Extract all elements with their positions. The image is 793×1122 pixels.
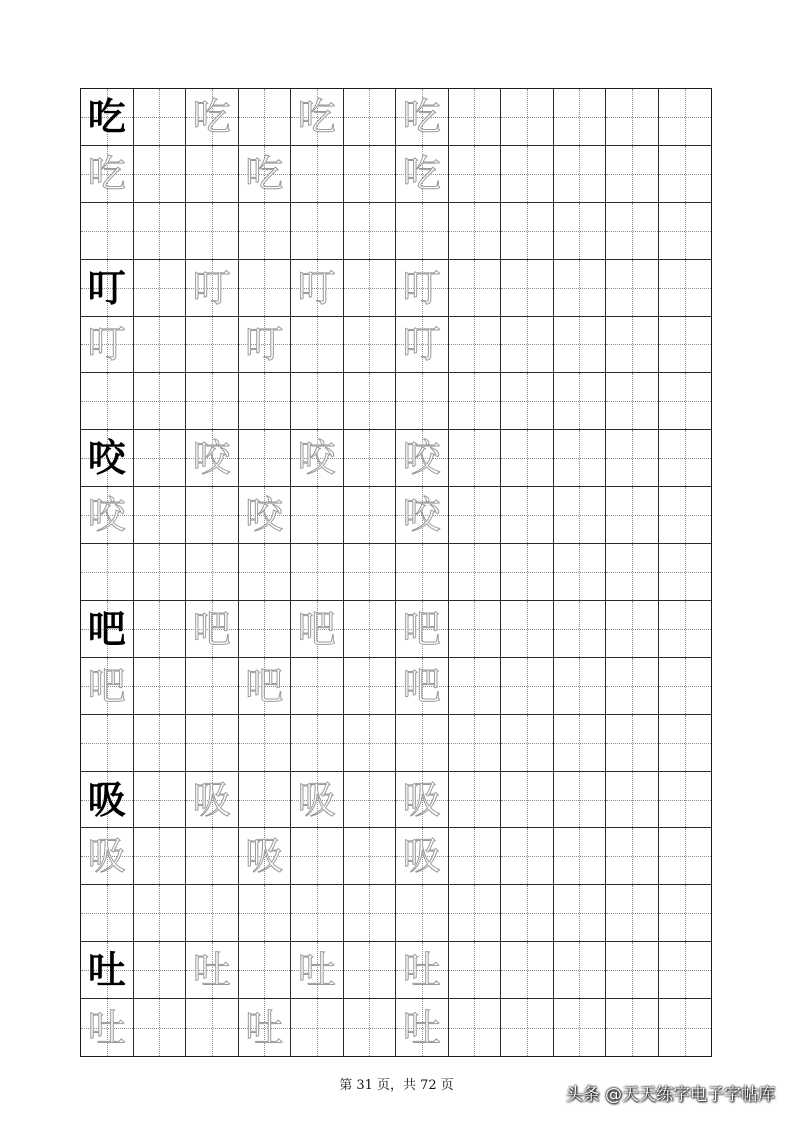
grid-cell [501,203,554,260]
grid-cell [134,146,187,203]
grid-cell [501,658,554,715]
trace-character: 咬 [192,436,231,481]
watermark: 头条 @天天练字电子字帖库 [565,1085,775,1105]
grid-cell [291,487,344,544]
grid-cell [659,487,712,544]
grid-cell [134,260,187,317]
grid-cell [449,146,502,203]
grid-cell [239,430,292,487]
grid-cell [239,260,292,317]
grid-cell [186,715,239,772]
trace-character: 吃 [192,94,231,139]
grid-cell [606,658,659,715]
grid-cell [186,146,239,203]
grid-cell [344,942,397,999]
trace-character: 吧 [297,606,336,651]
grid-cell [396,260,449,317]
trace-character: 吧 [402,606,441,651]
grid-cell [606,885,659,942]
trace-character: 吸 [87,834,126,879]
grid-cell [344,487,397,544]
grid-cell [344,89,397,146]
grid-cell [81,260,134,317]
grid-cell [291,373,344,430]
model-character: 吐 [87,948,126,993]
grid-cell [396,601,449,658]
trace-character: 吧 [245,663,284,708]
grid-cell [81,715,134,772]
grid-cell [81,317,134,374]
grid-cell [659,658,712,715]
grid-cell [186,999,239,1056]
grid-cell [81,999,134,1056]
grid-cell [291,146,344,203]
grid-cell [554,942,607,999]
trace-character: 吧 [192,606,231,651]
grid-cell [291,601,344,658]
grid-cell [239,942,292,999]
grid-cell [344,373,397,430]
trace-character: 咬 [87,493,126,538]
trace-character: 吸 [192,777,231,822]
grid-cell [554,487,607,544]
grid-cell [659,89,712,146]
trace-character: 吐 [402,1005,441,1050]
grid-cell [449,715,502,772]
trace-character: 咬 [245,493,284,538]
grid-cell [554,430,607,487]
grid-cell [396,373,449,430]
grid-cell [449,317,502,374]
trace-character: 咬 [402,493,441,538]
grid-cell [239,772,292,829]
grid-cell [291,999,344,1056]
grid-cell [449,658,502,715]
trace-character: 吸 [402,834,441,879]
grid-cell [134,430,187,487]
grid-cell [134,317,187,374]
trace-character: 吃 [245,151,284,196]
model-character: 吧 [87,606,126,651]
grid-cell [239,89,292,146]
grid-cell [554,658,607,715]
grid-cell [501,999,554,1056]
grid-cell [81,942,134,999]
grid-cell [449,772,502,829]
grid-cell [606,715,659,772]
grid-cell [239,999,292,1056]
grid-cell [344,203,397,260]
grid-cell [396,772,449,829]
grid-cell [449,828,502,885]
grid-cell [239,828,292,885]
grid-cell [501,89,554,146]
grid-cell [134,601,187,658]
grid-cell [134,203,187,260]
grid-cell [134,828,187,885]
grid-cell [81,601,134,658]
grid-cell [291,885,344,942]
grid-cell [239,487,292,544]
grid-cell [554,715,607,772]
grid-cell [344,885,397,942]
grid-cell [81,544,134,601]
grid-cell [396,203,449,260]
grid-cell [134,373,187,430]
grid-cell [501,828,554,885]
trace-character: 吃 [402,151,441,196]
trace-character: 吸 [297,777,336,822]
grid-cell [344,772,397,829]
grid-cell [291,430,344,487]
grid-cell [554,260,607,317]
grid-cell [606,544,659,601]
trace-character: 吃 [87,151,126,196]
grid-cell [501,601,554,658]
trace-character: 叮 [297,265,336,310]
grid-cell [396,430,449,487]
grid-cell [606,942,659,999]
trace-character: 吐 [192,948,231,993]
grid-cell [554,89,607,146]
grid-cell [554,885,607,942]
grid-cell [501,373,554,430]
grid-cell [501,942,554,999]
grid-cell [344,999,397,1056]
grid-cell [291,715,344,772]
trace-character: 叮 [87,322,126,367]
grid-cell [659,146,712,203]
grid-cell [81,373,134,430]
grid-cell [291,942,344,999]
trace-character: 吧 [87,663,126,708]
trace-character: 叮 [402,322,441,367]
grid-cell [554,203,607,260]
grid-cell [344,146,397,203]
trace-character: 吧 [402,663,441,708]
grid-cell [239,203,292,260]
grid-cell [554,544,607,601]
grid-cell [344,260,397,317]
grid-cell [606,203,659,260]
trace-character: 吐 [245,1005,284,1050]
grid-cell [186,772,239,829]
grid-cell [449,89,502,146]
grid-cell [396,828,449,885]
grid-cell [239,885,292,942]
grid-cell [239,146,292,203]
grid-cell [134,942,187,999]
grid-cell [659,373,712,430]
grid-cell [134,885,187,942]
grid-cell [186,885,239,942]
grid-cell [186,430,239,487]
grid-cell [501,885,554,942]
grid-cell [344,430,397,487]
grid-cell [554,772,607,829]
grid-cell [554,146,607,203]
grid-cell [291,317,344,374]
grid-cell [501,430,554,487]
grid-cell [134,89,187,146]
grid-cell [344,828,397,885]
grid-cell [606,89,659,146]
grid-cell [554,828,607,885]
grid-cell [449,999,502,1056]
grid-cell [606,999,659,1056]
grid-cell [81,430,134,487]
trace-character: 叮 [245,322,284,367]
trace-character: 吸 [245,834,284,879]
grid-cell [659,715,712,772]
grid-cell [659,430,712,487]
grid-cell [554,601,607,658]
trace-character: 叮 [402,265,441,310]
grid-cell [396,544,449,601]
grid-cell [344,658,397,715]
grid-cell [501,260,554,317]
grid-cell [501,715,554,772]
grid-cell [186,658,239,715]
grid-cell [291,203,344,260]
grid-cell [239,715,292,772]
grid-cell [396,715,449,772]
grid-cell [659,942,712,999]
grid-cell [449,544,502,601]
grid-cell [396,317,449,374]
grid-cell [659,203,712,260]
grid-cell [81,203,134,260]
grid-cell [186,373,239,430]
grid-cell [554,373,607,430]
trace-character: 吸 [402,777,441,822]
grid-cell [501,487,554,544]
grid-cell [239,317,292,374]
grid-cell [606,601,659,658]
grid-cell [396,942,449,999]
grid-cell [186,89,239,146]
grid-cell [186,203,239,260]
grid-cell [186,487,239,544]
grid-cell [449,942,502,999]
model-character: 吸 [87,777,126,822]
grid-cell [659,772,712,829]
grid-cell [554,317,607,374]
grid-cell [501,544,554,601]
grid-cell [134,658,187,715]
model-character: 咬 [87,436,126,481]
grid-cell [501,772,554,829]
model-character: 吃 [87,94,126,139]
grid-cell [291,260,344,317]
trace-character: 吃 [297,94,336,139]
grid-cell [239,658,292,715]
grid-cell [659,885,712,942]
grid-cell [449,260,502,317]
grid-cell [606,146,659,203]
grid-cell [186,828,239,885]
grid-cell [186,544,239,601]
grid-cell [606,260,659,317]
grid-cell [239,601,292,658]
grid-cell [186,601,239,658]
grid-cell [186,942,239,999]
grid-cell [291,89,344,146]
grid-cell [134,772,187,829]
grid-cell [449,203,502,260]
grid-cell [449,430,502,487]
grid-cell [606,373,659,430]
model-character: 叮 [87,265,126,310]
grid-cell [291,828,344,885]
grid-cell [81,146,134,203]
trace-character: 吃 [402,94,441,139]
grid-cell [396,885,449,942]
grid-cell [396,487,449,544]
trace-character: 叮 [192,265,231,310]
grid-cell [659,999,712,1056]
grid-cell [81,772,134,829]
grid-cell [501,317,554,374]
grid-cell [291,544,344,601]
grid-cell [501,146,554,203]
grid-cell [186,317,239,374]
grid-cell [344,544,397,601]
grid-cell [606,828,659,885]
grid-cell [606,487,659,544]
page-number: 第 31 页，共 72 页 [339,1078,454,1093]
grid-cell [606,317,659,374]
grid-cell [554,999,607,1056]
grid-cell [396,999,449,1056]
grid-cell [291,772,344,829]
grid-cell [659,260,712,317]
grid-cell [396,658,449,715]
trace-character: 咬 [297,436,336,481]
grid-cell [134,999,187,1056]
grid-cell [186,260,239,317]
grid-cell [239,544,292,601]
grid-cell [606,430,659,487]
grid-cell [449,487,502,544]
grid-cell [134,544,187,601]
grid-cell [396,89,449,146]
grid-cell [81,89,134,146]
grid-cell [659,828,712,885]
grid-cell [81,487,134,544]
grid-cell [344,601,397,658]
grid-cell [81,885,134,942]
grid-cell [134,715,187,772]
grid-cell [239,373,292,430]
grid-cell [81,828,134,885]
trace-character: 吐 [402,948,441,993]
grid-cell [449,373,502,430]
grid-cell [396,146,449,203]
grid-cell [659,317,712,374]
grid-cell [81,658,134,715]
grid-cell [344,317,397,374]
grid-cell [449,885,502,942]
grid-cell [659,544,712,601]
grid-cell [659,601,712,658]
grid-cell [134,487,187,544]
trace-character: 吐 [297,948,336,993]
practice-grid [80,88,712,1057]
grid-cell [291,658,344,715]
trace-character: 咬 [402,436,441,481]
grid-cell [606,772,659,829]
trace-character: 吐 [87,1005,126,1050]
grid-cell [449,601,502,658]
grid-cell [344,715,397,772]
